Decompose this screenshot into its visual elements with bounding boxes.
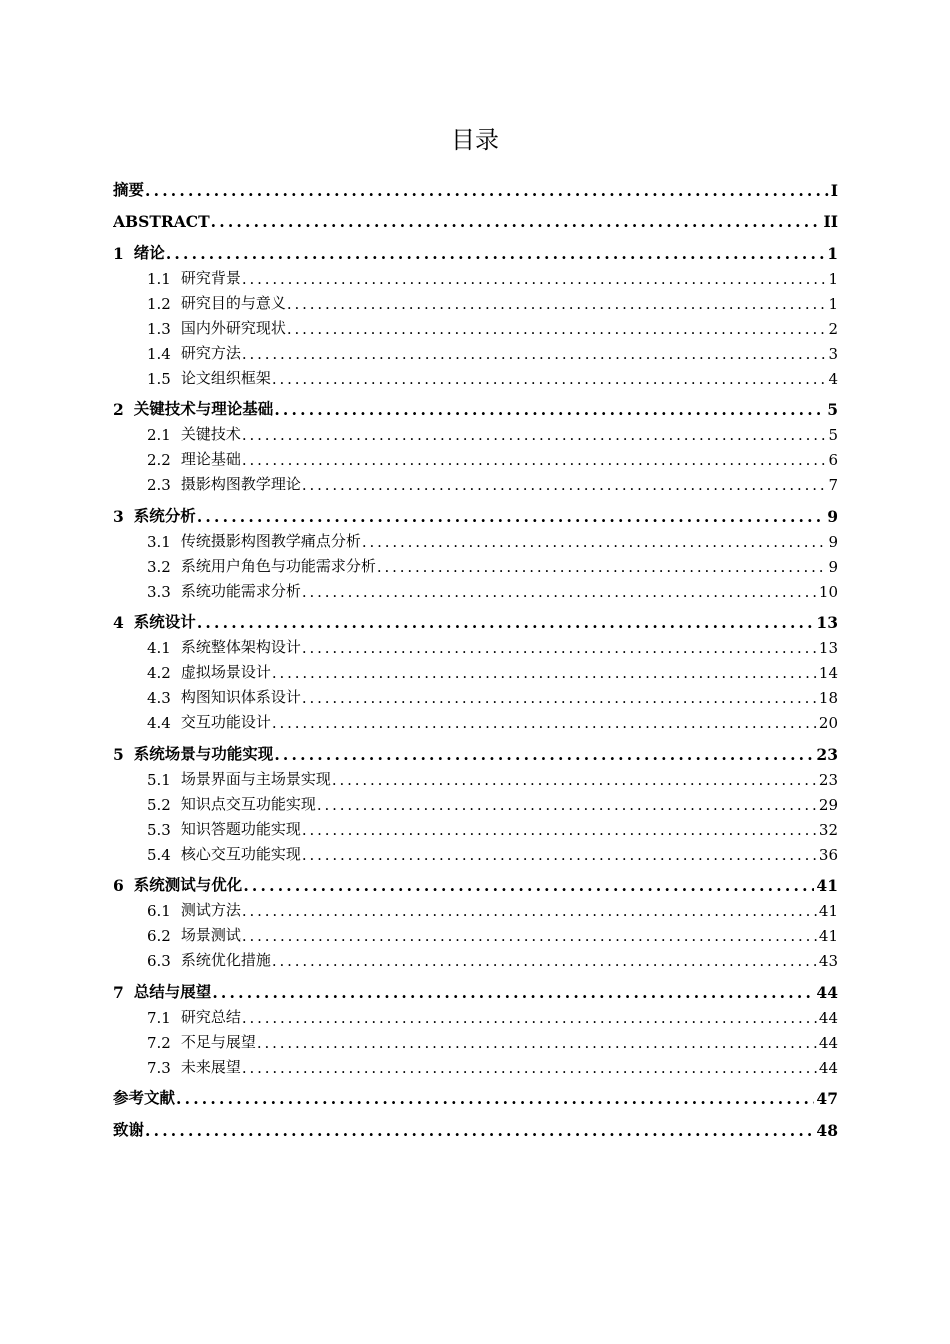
toc-entry-number: 3.1	[147, 532, 171, 551]
toc-entry-number: 2.3	[147, 476, 171, 494]
toc-chapter-entry[interactable]	[113, 732, 838, 764]
toc-dot-leader	[274, 400, 825, 419]
toc-entry-label: 理论基础	[180, 450, 241, 468]
toc-entry-label: 研究总结	[180, 1007, 241, 1026]
toc-entry-number: 6.1	[147, 902, 171, 920]
toc-page-number: 20	[818, 714, 838, 732]
toc-entry-number: 3	[113, 506, 124, 526]
toc-entry-label: 场景测试	[180, 926, 241, 944]
toc-section-entry[interactable]	[113, 1027, 838, 1052]
toc-dot-leader	[211, 212, 822, 231]
toc-page-number: 4	[828, 369, 838, 388]
toc-dot-leader	[197, 507, 825, 526]
toc-page-number: 18	[818, 689, 838, 707]
toc-section-entry[interactable]	[113, 839, 838, 864]
toc-dot-leader	[257, 1034, 817, 1052]
toc-entry-number: 2.1	[147, 426, 171, 444]
toc-entry-label: 系统整体架构设计	[180, 638, 301, 656]
toc-entry-label: 摘要	[113, 179, 145, 199]
toc-page-number: 1	[828, 269, 838, 288]
toc-section-entry[interactable]	[113, 469, 838, 494]
toc-entry-number: 6.2	[147, 927, 171, 945]
toc-entry-label: 构图知识体系设计	[180, 688, 301, 706]
toc-dot-leader	[302, 821, 817, 839]
toc-section-entry[interactable]	[113, 363, 838, 388]
toc-chapter-entry[interactable]	[113, 864, 838, 896]
toc-section-entry[interactable]	[113, 313, 838, 338]
toc-page-number: 41	[818, 902, 838, 920]
toc-dot-leader	[242, 270, 827, 288]
toc-dot-leader	[197, 613, 815, 632]
toc-page-number: 1	[828, 294, 838, 313]
toc-chapter-entry[interactable]	[113, 494, 838, 526]
toc-entry-number: 3.3	[147, 582, 171, 601]
table-of-contents	[113, 168, 838, 1140]
toc-entry-label: 摄影构图教学理论	[180, 475, 301, 493]
toc-entry-number: 2.2	[147, 451, 171, 469]
toc-page-number: 44	[818, 1033, 838, 1052]
toc-dot-leader	[242, 1059, 817, 1077]
toc-section-entry[interactable]	[113, 945, 838, 970]
toc-entry-label: 总结与展望	[133, 981, 212, 1001]
toc-entry-number: 1.1	[147, 269, 171, 288]
toc-page-number: 47	[816, 1089, 838, 1108]
toc-page-number: 6	[828, 451, 838, 469]
toc-page-number: 41	[816, 876, 838, 895]
toc-section-entry[interactable]	[113, 920, 838, 945]
toc-entry-label: 交互功能设计	[180, 713, 271, 731]
toc-title: 目录	[451, 126, 499, 154]
toc-entry-label: 绪论	[133, 242, 165, 262]
toc-dot-leader	[287, 320, 827, 338]
toc-page-number: 10	[818, 582, 838, 601]
toc-entry-label: ABSTRACT	[113, 212, 210, 231]
toc-dot-leader	[145, 1121, 814, 1140]
toc-section-entry[interactable]	[113, 444, 838, 469]
toc-page-number: 29	[818, 795, 838, 814]
toc-dot-leader	[377, 558, 827, 576]
toc-chapter-entry[interactable]	[113, 388, 838, 420]
toc-page-number: 13	[818, 639, 838, 657]
toc-entry-label: 论文组织框架	[180, 368, 271, 387]
toc-page-number: 13	[816, 613, 838, 632]
toc-dot-leader	[272, 370, 827, 388]
toc-section-entry[interactable]	[113, 1052, 838, 1077]
toc-dot-leader	[302, 639, 817, 657]
toc-entry-label: 研究方法	[180, 343, 241, 362]
toc-entry-number: 4.1	[147, 639, 171, 657]
toc-entry-number: 1.5	[147, 369, 171, 388]
toc-page-number: 5	[827, 400, 838, 419]
toc-dot-leader	[287, 295, 827, 313]
toc-chapter-entry[interactable]	[113, 200, 838, 232]
toc-chapter-entry[interactable]	[113, 231, 838, 263]
toc-entry-number: 7.2	[147, 1033, 171, 1052]
toc-entry-label: 关键技术	[180, 425, 241, 443]
toc-entry-label: 系统场景与功能实现	[133, 743, 274, 763]
toc-entry-label: 系统设计	[133, 612, 196, 631]
toc-chapter-entry[interactable]	[113, 1108, 838, 1140]
toc-entry-number: 4.3	[147, 689, 171, 707]
toc-entry-label: 系统优化措施	[180, 951, 271, 969]
toc-chapter-entry[interactable]	[113, 1077, 838, 1109]
toc-page-number: 9	[828, 532, 838, 551]
toc-dot-leader	[242, 451, 827, 469]
toc-entry-number: 3.2	[147, 557, 171, 576]
toc-page-number: 44	[818, 1058, 838, 1077]
toc-dot-leader	[274, 745, 814, 764]
toc-page-number: 9	[828, 557, 838, 576]
toc-section-entry[interactable]	[113, 576, 838, 601]
toc-page-number: 23	[816, 744, 838, 764]
toc-dot-leader	[302, 583, 817, 601]
toc-dot-leader	[212, 983, 814, 1002]
toc-dot-leader	[242, 902, 817, 920]
toc-chapter-entry[interactable]	[113, 601, 838, 633]
toc-dot-leader	[242, 1009, 817, 1027]
toc-dot-leader	[362, 533, 827, 551]
toc-page-number: 3	[828, 344, 838, 363]
toc-page-number: 14	[818, 664, 838, 682]
toc-dot-leader	[242, 426, 827, 444]
toc-entry-number: 5.1	[147, 770, 171, 789]
toc-dot-leader	[176, 1089, 814, 1108]
toc-entry-label: 不足与展望	[180, 1032, 256, 1051]
toc-chapter-entry[interactable]	[113, 168, 838, 200]
toc-entry-label: 知识点交互功能实现	[180, 794, 316, 813]
toc-section-entry[interactable]	[113, 682, 838, 707]
toc-section-entry[interactable]	[113, 419, 838, 444]
toc-entry-number: 5.3	[147, 820, 171, 839]
toc-entry-number: 1.3	[147, 319, 171, 338]
toc-entry-label: 知识答题功能实现	[180, 819, 301, 838]
toc-entry-number: 7.1	[147, 1008, 171, 1027]
toc-entry-label: 致谢	[113, 1119, 145, 1139]
toc-page-number: 41	[818, 927, 838, 945]
toc-dot-leader	[272, 664, 817, 682]
toc-entry-label: 关键技术与理论基础	[133, 399, 274, 418]
toc-page-number: 43	[818, 952, 838, 970]
toc-entry-number: 1.2	[147, 294, 171, 313]
toc-entry-label: 国内外研究现状	[180, 318, 286, 337]
toc-dot-leader	[145, 181, 829, 200]
toc-dot-leader	[332, 771, 817, 789]
toc-entry-number: 2	[113, 400, 124, 419]
toc-section-entry[interactable]	[113, 1002, 838, 1027]
toc-page-number: 48	[816, 1120, 838, 1140]
toc-entry-label: 系统测试与优化	[133, 875, 243, 894]
toc-entry-label: 场景界面与主场景实现	[180, 769, 331, 788]
toc-dot-leader	[272, 952, 817, 970]
toc-entry-label: 系统分析	[133, 505, 196, 525]
toc-entry-label: 未来展望	[180, 1057, 241, 1076]
toc-entry-number: 4.4	[147, 714, 171, 732]
toc-dot-leader	[272, 714, 817, 732]
toc-section-entry[interactable]	[113, 632, 838, 657]
toc-dot-leader	[242, 927, 817, 945]
toc-page-number: 1	[827, 243, 838, 263]
toc-section-entry[interactable]	[113, 526, 838, 551]
toc-entry-label: 系统功能需求分析	[180, 581, 301, 600]
toc-entry-label: 系统用户角色与功能需求分析	[180, 556, 376, 575]
toc-section-entry[interactable]	[113, 764, 838, 789]
toc-entry-label: 参考文献	[113, 1088, 176, 1107]
toc-dot-leader	[166, 244, 825, 263]
toc-page-number: 7	[828, 476, 838, 494]
toc-section-entry[interactable]	[113, 707, 838, 732]
toc-page-number: I	[830, 180, 838, 200]
toc-page-number: 32	[818, 820, 838, 839]
toc-entry-label: 测试方法	[180, 901, 241, 919]
toc-section-entry[interactable]	[113, 657, 838, 682]
toc-page-number: 5	[828, 426, 838, 444]
toc-page-number: II	[823, 212, 838, 231]
toc-chapter-entry[interactable]	[113, 970, 838, 1002]
toc-entry-number: 1	[113, 243, 124, 263]
toc-entry-number: 1.4	[147, 344, 171, 363]
toc-section-entry[interactable]	[113, 338, 838, 363]
toc-entry-label: 研究背景	[180, 268, 241, 287]
toc-entry-number: 4.2	[147, 664, 171, 682]
toc-section-entry[interactable]	[113, 895, 838, 920]
toc-dot-leader	[302, 689, 817, 707]
toc-page-number: 9	[827, 506, 838, 526]
toc-entry-number: 4	[113, 613, 124, 632]
toc-page-number: 36	[818, 845, 838, 864]
toc-entry-number: 7	[113, 982, 124, 1002]
toc-entry-label: 虚拟场景设计	[180, 663, 271, 681]
toc-section-entry[interactable]	[113, 814, 838, 839]
toc-entry-number: 6	[113, 876, 124, 895]
toc-dot-leader	[302, 476, 827, 494]
toc-section-entry[interactable]	[113, 789, 838, 814]
toc-dot-leader	[302, 846, 817, 864]
toc-section-entry[interactable]	[113, 288, 838, 313]
toc-page-number: 2	[828, 319, 838, 338]
toc-entry-number: 7.3	[147, 1058, 171, 1077]
toc-section-entry[interactable]	[113, 551, 838, 576]
toc-entry-number: 5.2	[147, 795, 171, 814]
toc-entry-label: 研究目的与意义	[180, 293, 286, 312]
toc-dot-leader	[243, 876, 814, 895]
toc-page-number: 44	[816, 982, 838, 1002]
toc-entry-number: 6.3	[147, 952, 171, 970]
toc-entry-label: 核心交互功能实现	[180, 844, 301, 863]
toc-page-number: 44	[818, 1008, 838, 1027]
toc-entry-number: 5	[113, 744, 124, 764]
toc-dot-leader	[242, 345, 827, 363]
toc-entry-number: 5.4	[147, 845, 171, 864]
toc-page-number: 23	[818, 770, 838, 789]
toc-entry-label: 传统摄影构图教学痛点分析	[180, 531, 361, 550]
toc-section-entry[interactable]	[113, 263, 838, 288]
toc-dot-leader	[317, 796, 817, 814]
